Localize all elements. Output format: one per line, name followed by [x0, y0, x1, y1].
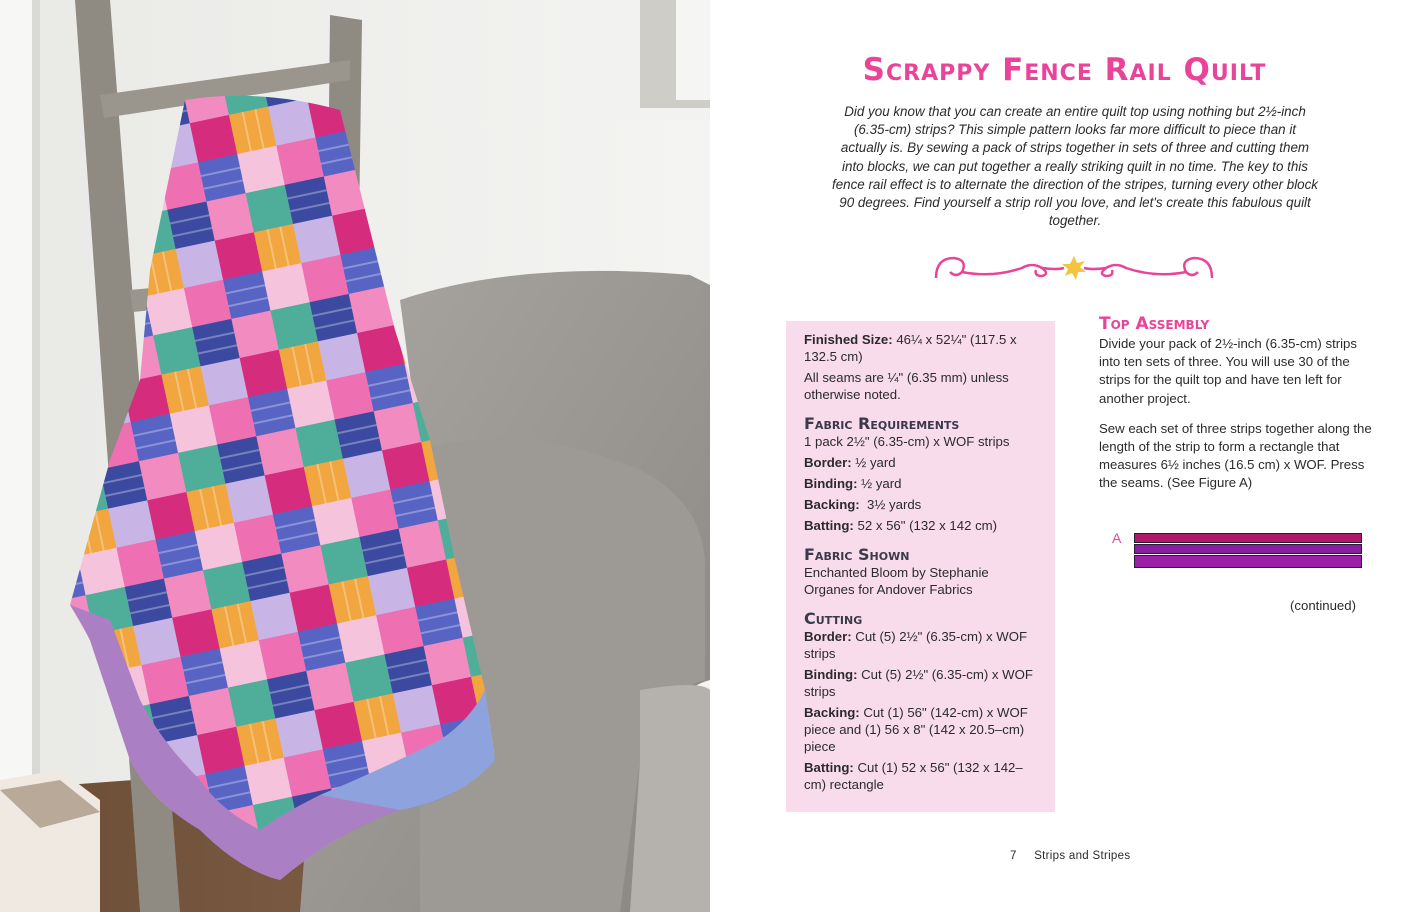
fabric-binding: Binding: ½ yard	[804, 476, 902, 491]
fabric-pack: 1 pack 2½" (6.35-cm) x WOF strips	[804, 434, 1010, 449]
chapter-name: Strips and Stripes	[1034, 850, 1131, 862]
fabric-requirements-heading: Fabric Requirements	[804, 414, 960, 433]
page-title: Scrappy Fence Rail Quilt	[862, 52, 1267, 88]
cut-border: Border: Cut (5) 2½" (6.35-cm) x WOF strips	[804, 629, 1028, 661]
assembly-paragraph-1: Divide your pack of 2½-inch (6.35-cm) strips into ten sets of three. You will use 30 of the strips for the quilt top and have ten left for another project.	[1099, 336, 1357, 406]
top-assembly-section	[1099, 313, 1374, 505]
pattern-page	[710, 0, 1419, 912]
page-footer	[1010, 850, 1144, 862]
seams-note: All seams are ¼" (6.35 mm) unless otherwise noted.	[804, 370, 1009, 402]
flourish-ornament-icon	[932, 248, 1216, 288]
fabric-backing: Backing: 3½ yards	[804, 497, 922, 512]
info-box	[786, 321, 1055, 812]
figure-a-strip-2	[1134, 544, 1362, 554]
assembly-paragraph-2: Sew each set of three strips together along the length of the strip to form a rectangle that measures 6½ inches (16.5 cm) x WOF. Press the seams. (See Figure A)	[1099, 420, 1372, 491]
cut-batting: Batting: Cut (1) 52 x 56" (132 x 142–cm) rectangle	[804, 760, 1023, 792]
cut-backing: Backing: Cut (1) 56" (142-cm) x WOF piece and (1) 56 x 8" (142 x 20.5–cm) piece	[804, 705, 1028, 754]
page-number: 7	[1010, 850, 1017, 862]
cut-binding: Binding: Cut (5) 2½" (6.35-cm) x WOF strips	[804, 667, 1033, 699]
cutting-heading: Cutting	[804, 609, 863, 628]
intro-paragraph: Did you know that you can create an entire quilt top using nothing but 2½-inch (6.35-cm) strips? This simple pattern looks far more difficult to piece than it actually is. By sewing a pack of strips together in sets of three and cutting them into blocks, we can put together a really striking quilt in no time. The key to this fence rail effect is to alternate the direction of the stripes, turning every other block 90 degrees. Find yourself a strip roll you love, and let's create this fabulous quilt together.	[831, 104, 1319, 229]
fabric-batting: Batting: 52 x 56" (132 x 142 cm)	[804, 518, 998, 533]
fabric-shown-heading: Fabric Shown	[804, 545, 910, 564]
top-assembly-heading: Top Assembly	[1099, 314, 1210, 334]
fabric-shown-value: Enchanted Bloom by Stephanie Organes for Andover Fabrics	[804, 565, 989, 597]
fabric-border: Border: ½ yard	[804, 455, 896, 470]
finished-size: Finished Size: 46¼ x 52¼" (117.5 x 132.5 cm)	[804, 332, 1017, 364]
figure-a-label: A	[1112, 530, 1122, 546]
continued-note: (continued)	[1290, 598, 1356, 613]
figure-a-strip-1	[1134, 533, 1362, 543]
figure-a-strip-3	[1134, 555, 1362, 568]
